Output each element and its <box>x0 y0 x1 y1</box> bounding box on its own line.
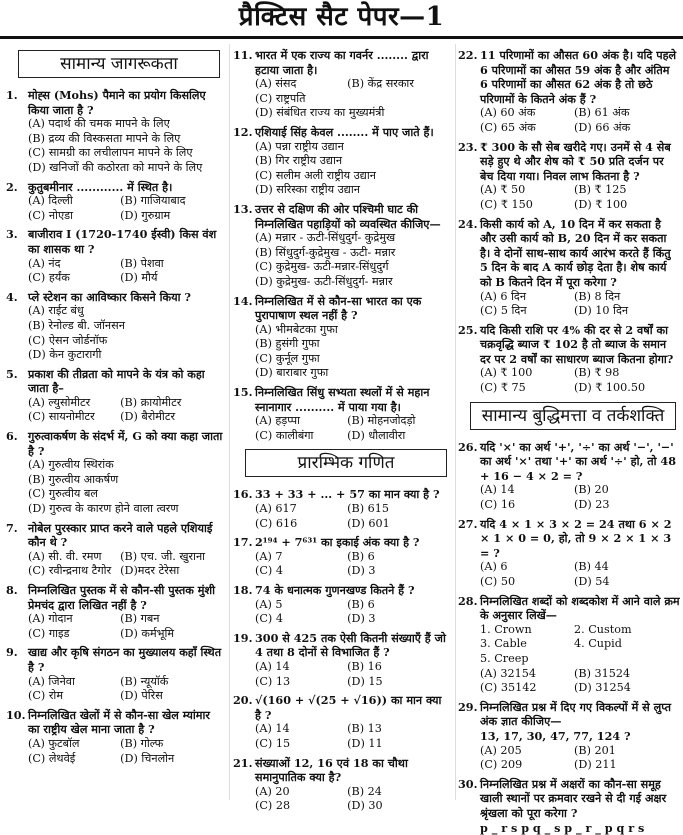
question-row <box>6 180 224 195</box>
question-row <box>233 385 451 414</box>
option[interactable]: (C) कुर्नूल गुफा <box>255 352 451 367</box>
question-text: गुरुत्वाकर्षण के संदर्भ में, G को क्या कहा जाता है ? <box>28 429 224 458</box>
question-item <box>233 48 451 121</box>
options <box>480 290 680 319</box>
question-item <box>233 294 451 382</box>
question-row <box>6 88 224 117</box>
option[interactable]: (D) 66 अंक <box>574 121 680 136</box>
option[interactable]: (B) गोल्फ <box>120 737 224 752</box>
option[interactable]: (B) गुरुत्वीय आकर्षण <box>28 473 224 488</box>
options <box>255 722 451 751</box>
option[interactable]: (B) पेशवा <box>120 257 224 272</box>
question-item <box>458 777 680 835</box>
option[interactable]: (B) 13 <box>347 722 451 737</box>
question-number: 28. <box>458 594 480 623</box>
question-item <box>458 140 680 213</box>
option[interactable]: (D) 31254 <box>574 681 680 696</box>
option[interactable]: (C) नोएडा <box>28 209 120 224</box>
option[interactable]: (B) 6 <box>347 550 451 565</box>
question-number: 8. <box>6 583 28 612</box>
option[interactable]: (A) ल्युसोमीटर <box>28 396 120 411</box>
question-row <box>6 583 224 612</box>
question-row <box>458 777 680 821</box>
options <box>28 257 224 286</box>
question-number: 15. <box>233 385 255 414</box>
options <box>28 304 224 362</box>
option[interactable]: (B) 201 <box>574 744 680 759</box>
option[interactable]: (B) क्रायोमीटर <box>120 396 224 411</box>
word-item: 4. Cupid <box>574 637 680 652</box>
question-number: 4. <box>6 290 28 305</box>
option[interactable]: (B) न्यूयॉर्क <box>120 675 224 690</box>
question-row <box>458 700 680 729</box>
question-number: 10. <box>6 708 28 737</box>
question-item <box>6 180 224 224</box>
options <box>28 194 224 223</box>
option[interactable]: (D) धौलावीरा <box>347 429 451 444</box>
question-text: किसी कार्य को A, 10 दिन में कर सकता है और उसी कार्य को B, 20 दिन में कर सकता है। वे दोनों साथ-साथ कार्य आरंभ करते हैं किंतु 5 दिन के बाद A कार्य छोड़ देता है। शेष कार्य को B कितने दिन में पूरा करेगा ? <box>480 217 680 290</box>
options <box>255 598 451 627</box>
question-number: 19. <box>233 631 255 660</box>
option[interactable]: (A) 617 <box>255 502 347 517</box>
question-row <box>458 48 680 106</box>
question-row <box>458 517 680 561</box>
option[interactable]: (D) गुरुत्व के कारण होने वाला त्वरण <box>28 502 224 517</box>
option[interactable]: (D) 30 <box>347 799 451 814</box>
question-number: 12. <box>233 125 255 140</box>
option[interactable]: (D) 11 <box>347 737 451 752</box>
section-heading: सामान्य जागरूकता <box>18 50 220 78</box>
option[interactable]: (B) रेनोल्ड बी. जॉनसन <box>28 319 224 334</box>
options <box>480 483 680 512</box>
question-number: 23. <box>458 140 480 184</box>
column-divider <box>455 44 456 800</box>
option[interactable]: (A) गुरुत्वीय स्थिरांक <box>28 458 224 473</box>
question-row <box>233 202 451 231</box>
question-item <box>233 535 451 579</box>
question-item <box>6 88 224 176</box>
option[interactable]: (B) 8 दिन <box>574 290 680 305</box>
option[interactable]: (A) दिल्ली <box>28 194 120 209</box>
question-item <box>6 583 224 641</box>
options <box>480 744 680 773</box>
question-text: 74 के धनात्मक गुणनखण्ड कितने हैं ? <box>255 583 451 598</box>
option[interactable]: (B) गाजियाबाद <box>120 194 224 209</box>
options <box>28 737 224 766</box>
question-series: 13, 17, 30, 47, 77, 124 ? <box>480 729 680 744</box>
option[interactable]: (A) भीमबेटका गुफा <box>255 323 451 338</box>
column-divider <box>229 44 230 800</box>
option[interactable]: (A) 20 <box>255 785 347 800</box>
option[interactable]: (A) 7 <box>255 550 347 565</box>
question-number: 5. <box>6 367 28 396</box>
options <box>255 92 451 121</box>
option[interactable]: (C) राष्ट्रपति <box>255 92 451 107</box>
question-row <box>233 631 451 660</box>
options <box>255 785 451 814</box>
question-row <box>6 367 224 396</box>
option[interactable]: (A) 14 <box>255 722 347 737</box>
option[interactable]: (D) 23 <box>574 498 680 513</box>
question-text: √(160 + √(25 + √16)) का मान क्या है ? <box>255 693 451 722</box>
question-item <box>6 367 224 425</box>
column-2 <box>233 44 451 800</box>
question-number: 21. <box>233 756 255 785</box>
option[interactable]: (A) 205 <box>480 744 574 759</box>
question-number: 27. <box>458 517 480 561</box>
option[interactable]: (D) बैरोमीटर <box>120 410 224 425</box>
question-number: 22. <box>458 48 480 106</box>
option[interactable]: (D) 211 <box>574 758 680 773</box>
question-item <box>233 125 451 198</box>
option[interactable]: (B) गबन <box>120 612 224 627</box>
question-text: नोबेल पुरस्कार प्राप्त करने वाले पहले एशियाई कौन थे ? <box>28 521 224 550</box>
question-item <box>233 631 451 689</box>
option[interactable]: (D) मौर्य <box>120 271 224 286</box>
option[interactable]: (D) 601 <box>347 517 451 532</box>
options <box>28 550 224 579</box>
option[interactable]: (C) ऐसन जोर्डनॉफ <box>28 334 224 349</box>
question-number: 11. <box>233 48 255 77</box>
options <box>28 396 224 425</box>
option[interactable]: (B) 61 अंक <box>574 106 680 121</box>
option[interactable]: (C) सामग्री का लचीलापन मापने के लिए <box>28 146 224 161</box>
question-row <box>6 227 224 256</box>
option[interactable]: (A) सी. वी. रमण <box>28 550 120 565</box>
question-item <box>233 487 451 531</box>
question-text: यदि किसी राशि पर 4% की दर से 2 वर्षों का चक्रवृद्धि ब्याज ₹ 102 है तो ब्याज के समान दर पर 2 वर्षों का साधारण ब्याज कितना होगा? <box>480 323 680 367</box>
option[interactable]: (C) ₹ 150 <box>480 198 574 213</box>
question-row <box>458 440 680 484</box>
word-item: 1. Crown <box>480 623 574 638</box>
option[interactable]: (C) 4 <box>255 564 347 579</box>
question-text: खाद्य और कृषि संगठन का मुख्यालय कहाँ स्थित है ? <box>28 645 224 674</box>
question-item <box>6 708 224 766</box>
question-item <box>6 645 224 703</box>
question-number: 16. <box>233 487 255 502</box>
question-text: निम्नलिखित शब्दों को शब्दकोश में आने वाले क्रम के अनुसार लिखें— <box>480 594 680 623</box>
options <box>28 458 224 516</box>
section-heading: प्रारम्भिक गणित <box>245 449 447 477</box>
option[interactable]: (B) ₹ 98 <box>574 366 680 381</box>
options <box>255 414 451 443</box>
option[interactable]: (A) 14 <box>255 660 347 675</box>
option[interactable]: (C) रोम <box>28 689 120 704</box>
option[interactable]: (A) पदार्थ की चमक मापने के लिए <box>28 117 224 132</box>
option[interactable]: (C) सलीम अली राष्ट्रीय उद्यान <box>255 169 451 184</box>
column-1 <box>6 44 224 800</box>
option[interactable]: (A) राईट बंधु <box>28 304 224 319</box>
question-number: 20. <box>233 693 255 722</box>
options <box>480 667 680 696</box>
word-item: 2. Custom <box>574 623 680 638</box>
question-row <box>458 594 680 623</box>
option[interactable]: (C) 13 <box>255 675 347 690</box>
question-row <box>6 645 224 674</box>
question-row <box>458 140 680 184</box>
option[interactable]: (A) 32154 <box>480 667 574 682</box>
question-text: प्ले स्टेशन का आविष्कार किसने किया ? <box>28 290 224 305</box>
option[interactable]: (C) 616 <box>255 517 347 532</box>
question-text: संख्याओं 12, 16 एवं 18 का चौथा समानुपातिक क्या है? <box>255 756 451 785</box>
question-number: 29. <box>458 700 480 729</box>
question-number: 14. <box>233 294 255 323</box>
option[interactable]: (C) गाइड <box>28 627 120 642</box>
question-text: निम्नलिखित खेलों में से कौन-सा खेल म्यांमार का राष्ट्रीय खेल माना जाता है ? <box>28 708 224 737</box>
options <box>480 560 680 589</box>
question-item <box>233 583 451 627</box>
option[interactable]: (B) 20 <box>574 483 680 498</box>
option[interactable]: (B) एच. जी. खुराना <box>120 550 224 565</box>
option[interactable]: (B) द्रव्य की विस्कसता मापने के लिए <box>28 132 224 147</box>
options <box>255 323 451 381</box>
question-text: निम्नलिखित पुस्तक में से कौन-सी पुस्तक मुंशी प्रेमचंद द्वारा लिखित नहीं है ? <box>28 583 224 612</box>
question-text: उत्तर से दक्षिण की ओर पश्चिमी घाट की निम्नलिखित पहाड़ियों को व्यवस्थित कीजिए— <box>255 202 451 231</box>
option[interactable]: (B) मोहनजोदड़ो <box>347 414 451 429</box>
option[interactable]: (C) 5 दिन <box>480 304 574 319</box>
option[interactable]: (B) 16 <box>347 660 451 675</box>
question-text: बाजीराव I (1720-1740 ईस्वी) किस वंश का शासक था ? <box>28 227 224 256</box>
options <box>255 231 451 289</box>
question-number: 6. <box>6 429 28 458</box>
question-number: 18. <box>233 583 255 598</box>
page-title: प्रैक्टिस सैट पेपर—1 <box>0 0 683 34</box>
question-item <box>458 217 680 319</box>
option[interactable]: (B) सिंधुदुर्ग-कुद्रेमुख - ऊटी- मन्नार <box>255 246 451 261</box>
question-text: कुतुबमीनार ............ में स्थित है। <box>28 180 224 195</box>
option[interactable]: (A) 14 <box>480 483 574 498</box>
question-number: 13. <box>233 202 255 231</box>
option[interactable]: (B) 44 <box>574 560 680 575</box>
option[interactable]: (C) गुरुत्वीय बल <box>28 487 224 502</box>
question-text: निम्नलिखित प्रश्न में दिए गए विकल्पों में से लुप्त अंक ज्ञात कीजिए— <box>480 700 680 729</box>
question-row <box>458 217 680 290</box>
question-row <box>6 708 224 737</box>
options <box>28 117 224 175</box>
option[interactable]: (A) फुटबॉल <box>28 737 120 752</box>
question-item <box>458 700 680 773</box>
option[interactable]: (A) 6 दिन <box>480 290 574 305</box>
question-text: ₹ 300 के सौ सेब खरीदे गए। उनमें से 4 सेब सड़े हुए थे और शेष को ₹ 50 प्रति दर्जन पर बेच दिया गया। निवल लाभ कितना है ? <box>480 140 680 184</box>
question-text: 2¹⁹⁴ + 7⁶³¹ का इकाई अंक क्या है ? <box>255 535 451 550</box>
question-item <box>458 48 680 136</box>
question-row <box>458 323 680 367</box>
question-row <box>233 125 451 140</box>
option[interactable]: (B) ₹ 125 <box>574 183 680 198</box>
option[interactable]: (D) 54 <box>574 575 680 590</box>
question-text: निम्नलिखित प्रश्न में अक्षरों का कौन-सा समूह खाली स्थानों पर क्रमवार रखने से दी गई अक्षर श्रृंखला को पूरा करेगा ? <box>480 777 680 821</box>
column-3 <box>458 44 680 800</box>
question-row <box>233 693 451 722</box>
option[interactable]: (D) कुद्रेमुख- ऊटी-सिंधुदुर्ग- मन्नार <box>255 275 451 290</box>
option[interactable]: (C) रवीन्द्रनाथ टैगोर <box>28 564 120 579</box>
options <box>255 502 451 531</box>
options <box>480 183 680 212</box>
option[interactable]: (D) 3 <box>347 612 451 627</box>
question-item <box>233 202 451 290</box>
options <box>480 366 680 395</box>
question-text: 300 से 425 तक ऐसी कितनी संख्याएँ हैं जो 4 तथा 8 दोनों से विभाजित हैं ? <box>255 631 451 660</box>
option[interactable]: (D) खनिजों की कठोरता को मापने के लिए <box>28 161 224 176</box>
question-item <box>458 440 680 513</box>
option[interactable]: (A) 60 अंक <box>480 106 574 121</box>
question-item <box>233 756 451 814</box>
question-row <box>233 535 451 550</box>
question-number: 7. <box>6 521 28 550</box>
question-number: 24. <box>458 217 480 290</box>
question-row <box>6 290 224 305</box>
options <box>255 550 451 579</box>
question-item <box>458 517 680 590</box>
question-text: यदि '×' का अर्थ '+', '÷' का अर्थ '−', '−' का अर्थ '×' तथा '+' का अर्थ '÷' हो, तो 48 + 16 − 4 × 2 = ? <box>480 440 680 484</box>
option[interactable]: (C) लेथवेई <box>28 752 120 767</box>
option[interactable]: (B) 31524 <box>574 667 680 682</box>
question-row <box>233 487 451 502</box>
option[interactable]: (C) कालीबंगा <box>255 429 347 444</box>
question-number: 26. <box>458 440 480 484</box>
options <box>28 612 224 641</box>
option[interactable]: (D) 3 <box>347 564 451 579</box>
option[interactable]: (B) हुसंगी गुफा <box>255 337 451 352</box>
option[interactable]: (D) सरिस्का राष्ट्रीय उद्यान <box>255 183 451 198</box>
question-number: 25. <box>458 323 480 367</box>
option[interactable]: (A) 5 <box>255 598 347 613</box>
option[interactable]: (A) 6 <box>480 560 574 575</box>
question-series: p _ r s p q _ s p _ r _ p q r s <box>480 821 680 835</box>
options <box>255 140 451 198</box>
question-number: 2. <box>6 180 28 195</box>
options <box>255 660 451 689</box>
option[interactable]: (D) ₹ 100 <box>574 198 680 213</box>
option[interactable]: (D) चिनलोन <box>120 752 224 767</box>
question-text: भारत में एक राज्य का गवर्नर ........ द्वारा हटाया जाता है। <box>255 48 451 77</box>
word-item: 3. Cable <box>480 637 574 652</box>
option[interactable]: (D) पेरिस <box>120 689 224 704</box>
question-item <box>6 290 224 363</box>
question-text: एशियाई सिंह केवल ........ में पाए जाते हैं। <box>255 125 451 140</box>
option[interactable]: (C) 4 <box>255 612 347 627</box>
question-row <box>6 429 224 458</box>
option[interactable]: (C) 16 <box>480 498 574 513</box>
option[interactable]: (A) ₹ 50 <box>480 183 574 198</box>
option[interactable]: (D) संबंधित राज्य का मुख्यमंत्री <box>255 106 451 121</box>
option[interactable]: (B) केंद्र सरकार <box>347 77 451 92</box>
option[interactable]: (D) 10 दिन <box>574 304 680 319</box>
question-item <box>6 227 224 285</box>
question-number: 30. <box>458 777 480 821</box>
option[interactable]: (B) 6 <box>347 598 451 613</box>
question-text: निम्नलिखित में से कौन-सा भारत का एक पुरापाषाण स्थल नहीं है ? <box>255 294 451 323</box>
option[interactable]: (A) हड़प्पा <box>255 414 347 429</box>
section-heading: सामान्य बुद्धिमत्ता व तर्कशक्ति <box>470 402 676 430</box>
question-text: 11 परिणामों का औसत 60 अंक है। यदि पहले 6 परिणामों का औसत 59 अंक है और अंतिम 6 परिणामों का औसत 62 अंक है तो छठे परिणामों के कितने अंक हैं ? <box>480 48 680 106</box>
options <box>28 675 224 704</box>
option[interactable]: (C) हर्यंक <box>28 271 120 286</box>
option[interactable]: (B) 24 <box>347 785 451 800</box>
title-divider <box>0 36 683 39</box>
option[interactable]: (C) सायनोमीटर <box>28 410 120 425</box>
option[interactable]: (A) जिनेवा <box>28 675 120 690</box>
option[interactable]: (C) 15 <box>255 737 347 752</box>
options <box>255 77 451 92</box>
question-item <box>233 385 451 443</box>
question-item <box>458 323 680 396</box>
option[interactable]: (B) 615 <box>347 502 451 517</box>
question-number: 17. <box>233 535 255 550</box>
option[interactable]: (C) ₹ 75 <box>480 381 574 396</box>
option[interactable]: (D) केन कुटारागी <box>28 348 224 363</box>
question-text: निम्नलिखित सिंधु सभ्यता स्थलों में से महान स्नानागार .......... में पाया गया है। <box>255 385 451 414</box>
question-item <box>6 521 224 579</box>
option[interactable]: (B) गिर राष्ट्रीय उद्यान <box>255 154 451 169</box>
option[interactable]: (C) 65 अंक <box>480 121 574 136</box>
option[interactable]: (D)मदर टेरेसा <box>120 564 224 579</box>
option[interactable]: (A) नंद <box>28 257 120 272</box>
option[interactable]: (D) बाराबार गुफा <box>255 366 451 381</box>
option[interactable]: (C) 209 <box>480 758 574 773</box>
question-text: यदि 4 × 1 × 3 × 2 = 24 तथा 6 × 2 × 1 × 0 = 0, हो, तो 9 × 2 × 1 × 3 = ? <box>480 517 680 561</box>
question-number: 3. <box>6 227 28 256</box>
options <box>480 106 680 135</box>
option[interactable]: (D) कर्मभूमि <box>120 627 224 642</box>
question-item <box>458 594 680 696</box>
question-text: 33 + 33 + ... + 57 का मान क्या है ? <box>255 487 451 502</box>
question-row <box>233 294 451 323</box>
option[interactable]: (A) ₹ 100 <box>480 366 574 381</box>
option[interactable]: (C) 28 <box>255 799 347 814</box>
option[interactable]: (A) संसद <box>255 77 347 92</box>
question-row <box>233 756 451 785</box>
question-text: प्रकाश की तीव्रता को मापने के यंत्र को कहा जाता है– <box>28 367 224 396</box>
word-item: 5. Creep <box>480 652 574 667</box>
option[interactable]: (D) 15 <box>347 675 451 690</box>
option[interactable]: (C) 50 <box>480 575 574 590</box>
option[interactable]: (C) कुद्रेमुख- ऊटी-मन्नार-सिंधुदुर्ग <box>255 260 451 275</box>
option[interactable]: (D) ₹ 100.50 <box>574 381 680 396</box>
option[interactable]: (D) गुरुग्राम <box>120 209 224 224</box>
question-row <box>6 521 224 550</box>
word-list <box>480 623 680 667</box>
option[interactable]: (A) मन्नार - ऊटी-सिंधुदुर्ग- कुद्रेमुख <box>255 231 451 246</box>
option[interactable]: (A) पन्ना राष्ट्रीय उद्यान <box>255 140 451 155</box>
question-text: मोह्स (Mohs) पैमाने का प्रयोग किसलिए किया जाता है ? <box>28 88 224 117</box>
question-row <box>233 48 451 77</box>
option[interactable]: (A) गोदान <box>28 612 120 627</box>
question-item <box>233 693 451 751</box>
question-row <box>233 583 451 598</box>
option[interactable]: (C) 35142 <box>480 681 574 696</box>
question-number: 1. <box>6 88 28 117</box>
question-number: 9. <box>6 645 28 674</box>
question-item <box>6 429 224 517</box>
